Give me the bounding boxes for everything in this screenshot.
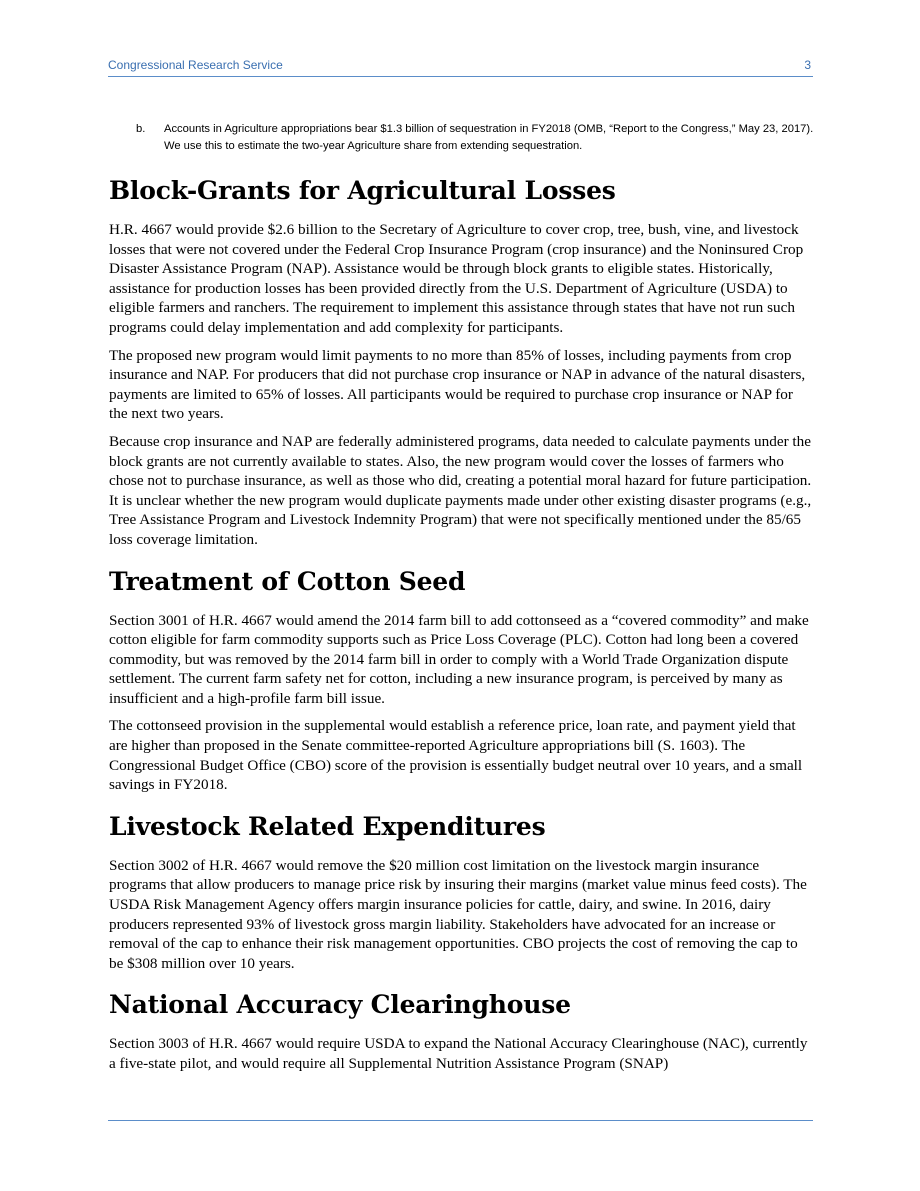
paragraph: Section 3002 of H.R. 4667 would remove the $20 million cost limitation on the livestock margin insurance programs that allow producers to manage price risk by insuring their margins (market value minus feed costs). The USDA Risk Management Agency offers margin insurance policies for cattle, dairy, and swine. In 2016, dairy producers represented 93% of livestock gross margin liability. Stakeholders have advocated for an increase or removal of the cap to enhance their risk management opportunities. CBO projects the cost of removing the cap to be $308 million over 10 years. [109,856,807,972]
paragraph: Section 3003 of H.R. 4667 would require USDA to expand the National Accuracy Clearinghouse (NAC), currently a five-state pilot, and would require all Supplemental Nutrition Assistance Program (SNAP) [109,1035,808,1072]
section-heading: Block-Grants for Agricultural Losses [109,176,616,205]
note-marker: b. [136,123,146,135]
footer-rule [108,1120,813,1121]
section-clearinghouse [109,986,814,1073]
note-text: Accounts in Agriculture appropriations bear $1.3 billion of sequestration in FY2018 (OMB, “Report to the Congress,” May 23, 2017). We use this to estimate the two-year Agriculture share from extending sequestration. [164,123,814,152]
paragraph: The proposed new program would limit payments to no more than 85% of losses, including payments from crop insurance and NAP. For producers that did not purchase crop insurance or NAP in advance of the natural disasters, payments are limited to 65% of losses. All participants would be required to purchase crop insurance or NAP for the next two years. [109,346,806,423]
section-heading: Livestock Related Expenditures [109,811,546,841]
table-note [136,121,816,155]
section-heading: National Accuracy Clearinghouse [109,990,571,1020]
header-title: Congressional Research Service [108,58,283,72]
section-livestock [109,808,814,974]
section-block-grants [109,172,814,550]
page-number: 3 [804,58,811,72]
paragraph: Section 3001 of H.R. 4667 would amend the 2014 farm bill to add cottonseed as a “covered commodity” and make cotton eligible for farm commodity supports such as Price Loss Coverage (PLC). Cotton had long been a covered commodity, but was removed by the 2014 farm bill in order to comply with a World Trade Organization dispute settlement. The current farm safety net for cotton, including a new insurance program, is perceived by many as insufficient and a high-profile farm bill issue. [109,611,809,707]
paragraph: The cottonseed provision in the supplemental would establish a reference price, loan rate, and payment yield that are higher than proposed in the Senate committee-reported Agriculture appropriations bill (S. 1603). The Congressional Budget Office (CBO) score of the provision is essentially budget neutral over 10 years, and a small savings in FY2018. [109,717,803,794]
section-heading: Treatment of Cotton Seed [109,566,466,596]
section-cotton-seed [109,563,814,795]
paragraph: H.R. 4667 would provide $2.6 billion to the Secretary of Agriculture to cover crop, tree, bush, vine, and livestock losses that were not covered under the Federal Crop Insurance Program (crop insurance) and the Noninsured Crop Disaster Assistance Program (NAP). Assistance would be through block grants to eligible states. Historically, assistance for production losses has been provided directly from the U.S. Department of Agriculture (USDA) to eligible farmers and ranchers. The requirement to implement this assistance through states that have not run such programs could delay implementation and add complexity for participants. [109,221,804,336]
page-header [108,58,813,77]
paragraph: Because crop insurance and NAP are federally administered programs, data needed to calculate payments under the block grants are not currently available to states. Also, the new program would cover the losses of farmers who chose not to purchase insurance, as well as those who did, creating a potential moral hazard for future participation. It is unclear whether the new program would duplicate payments made under other existing disaster programs (e.g., Tree Assistance Program and Livestock Indemnity Program) that were not specifically mentioned under the 85/65 loss coverage limitation. [109,432,812,548]
main-content [109,172,814,1082]
